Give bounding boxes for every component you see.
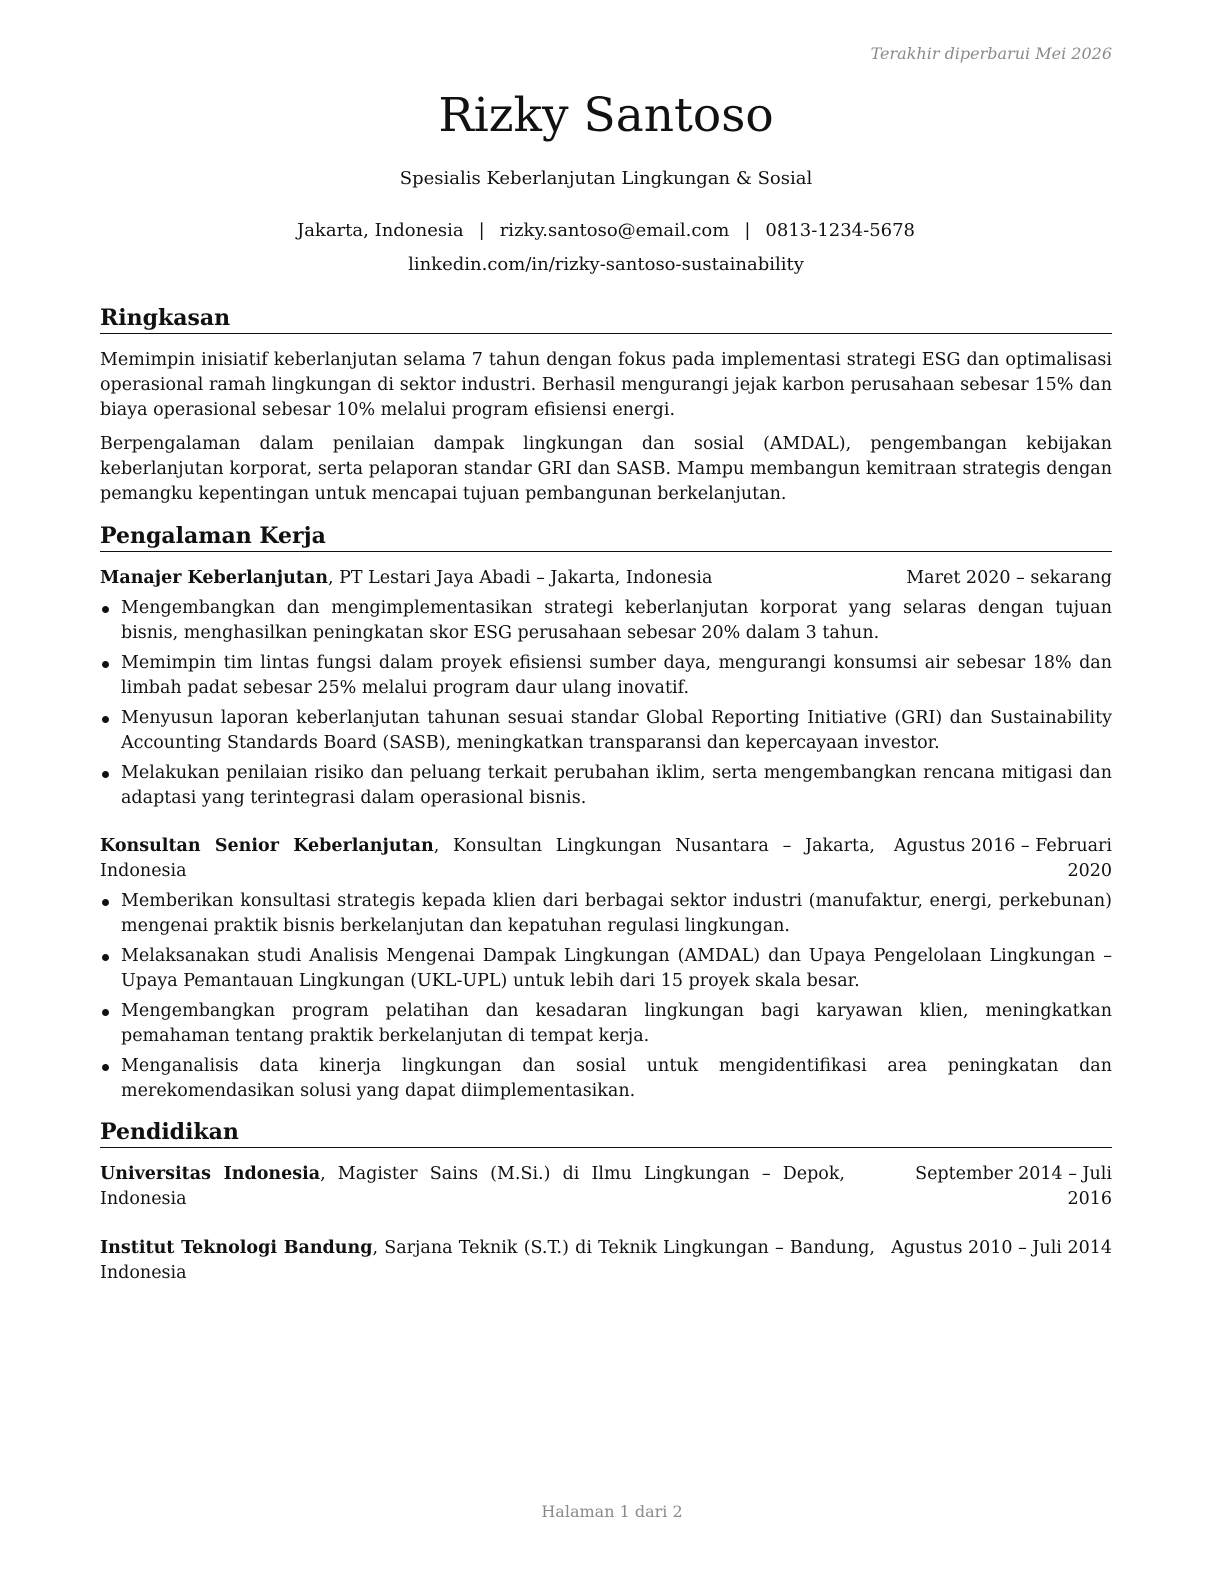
job-role: Konsultan Senior Keberlanjutan: [100, 836, 434, 856]
job-bullet: Melaksanakan studi Analisis Mengenai Dampak Lingkungan (AMDAL) dan Upaya Pengelolaan Lingkungan – Upaya Pemantauan Lingkungan (UKL-UPL) untuk lebih dari 15 proyek skala besar.: [100, 944, 1112, 994]
education-title-block: [100, 1236, 875, 1286]
job-organization: , PT Lestari Jaya Abadi – Jakarta, Indonesia: [328, 568, 713, 588]
job-role: Manajer Keberlanjutan: [100, 568, 329, 588]
job-bullet-list: [100, 596, 1112, 816]
bullet-icon: [102, 606, 109, 613]
education-school: Universitas Indonesia: [100, 1164, 321, 1184]
bullet-icon: [102, 1009, 109, 1016]
education-dates: Agustus 2010 – Juli 2014: [891, 1238, 1112, 1258]
last-updated-note: Terakhir diperbarui Mei 2026: [870, 44, 1112, 63]
contact-location: Jakarta, Indonesia: [296, 220, 464, 241]
summary-paragraph: Memimpin inisiatif keberlanjutan selama 7 tahun dengan fokus pada implementasi strategi ESG dan optimalisasi operasional ramah lingkungan di sektor industri. Berhasil mengurangi jejak karbon perusahaan sebesar 15% dan biaya operasional sebesar 10% melalui program efisiensi energi.: [100, 350, 1112, 420]
bullet-icon: [102, 899, 109, 906]
page-number: Halaman 1 dari 2: [541, 1502, 683, 1521]
job-bullet: Memberikan konsultasi strategis kepada klien dari berbagai sektor industri (manufaktur, energi, perkebunan) mengenai praktik bisnis berkelanjutan dan kepatuhan regulasi lingkungan.: [100, 889, 1112, 939]
education-detail: , Magister Sains (M.Si.) di Ilmu Lingkungan – Depok, Indonesia: [100, 1164, 845, 1209]
bullet-icon: [102, 1064, 109, 1071]
job-bullet: Menganalisis data kinerja lingkungan dan sosial untuk mengidentifikasi area peningkatan dan merekomendasikan solusi yang dapat diimplementasikan.: [100, 1054, 1112, 1104]
job-header: [100, 566, 1112, 591]
job-dates: Maret 2020 – sekarang: [906, 568, 1112, 588]
contact-separator: |: [478, 220, 485, 241]
job-header: [100, 834, 1112, 884]
job-organization: , Konsultan Lingkungan Nusantara – Jakarta, Indonesia: [100, 836, 875, 881]
section-heading-summary: Ringkasan: [100, 304, 1112, 334]
linkedin-link[interactable]: linkedin.com/in/rizky-santoso-sustainability: [408, 254, 804, 275]
education-dates: September 2014 – Juli 2016: [915, 1164, 1112, 1209]
job-bullet: Mengembangkan program pelatihan dan kesadaran lingkungan bagi karyawan klien, meningkatkan pemahaman tentang praktik berkelanjutan di tempat kerja.: [100, 999, 1112, 1049]
candidate-name: Rizky Santoso: [438, 88, 774, 143]
education-entry: [100, 1236, 1112, 1286]
section-heading-experience: Pengalaman Kerja: [100, 522, 1112, 552]
contact-phone: 0813-1234-5678: [765, 220, 916, 241]
education-detail: , Sarjana Teknik (S.T.) di Teknik Lingkungan – Bandung, Indonesia: [100, 1238, 875, 1283]
candidate-title: Spesialis Keberlanjutan Lingkungan & Sosial: [399, 168, 813, 189]
education-title-block: [100, 1162, 845, 1212]
bullet-icon: [102, 771, 109, 778]
job-bullet: Mengembangkan dan mengimplementasikan strategi keberlanjutan korporat yang selaras dengan tujuan bisnis, menghasilkan peningkatan skor ESG perusahaan sebesar 20% dalam 3 tahun.: [100, 596, 1112, 646]
contact-line: [100, 219, 1112, 243]
job-bullet: Melakukan penilaian risiko dan peluang terkait perubahan iklim, serta mengembangkan rencana mitigasi dan adaptasi yang terintegrasi dalam operasional bisnis.: [100, 761, 1112, 811]
section-heading-education: Pendidikan: [100, 1118, 1112, 1148]
education-entry: [100, 1162, 1112, 1212]
contact-separator: |: [744, 220, 751, 241]
resume-page: [100, 0, 1112, 1584]
job-bullet-list: [100, 889, 1112, 1109]
job-bullet: Menyusun laporan keberlanjutan tahunan sesuai standar Global Reporting Initiative (GRI) dan Sustainability Accounting Standards Board (SASB), meningkatkan transparansi dan kepercayaan investor.: [100, 706, 1112, 756]
job-dates: Agustus 2016 – Februari 2020: [893, 836, 1112, 881]
bullet-icon: [102, 716, 109, 723]
summary-paragraph: Berpengalaman dalam penilaian dampak lingkungan dan sosial (AMDAL), pengembangan kebijakan keberlanjutan korporat, serta pelaporan standar GRI dan SASB. Mampu membangun kemitraan strategis dengan pemangku kepentingan untuk mencapai tujuan pembangunan berkelanjutan.: [100, 434, 1112, 504]
bullet-icon: [102, 661, 109, 668]
job-title-block: [100, 834, 875, 884]
education-school: Institut Teknologi Bandung: [100, 1238, 373, 1258]
job-bullet: Memimpin tim lintas fungsi dalam proyek efisiensi sumber daya, mengurangi konsumsi air sebesar 18% dan limbah padat sebesar 25% melalui program daur ulang inovatif.: [100, 651, 1112, 701]
bullet-icon: [102, 954, 109, 961]
contact-email[interactable]: rizky.santoso@email.com: [499, 220, 730, 241]
